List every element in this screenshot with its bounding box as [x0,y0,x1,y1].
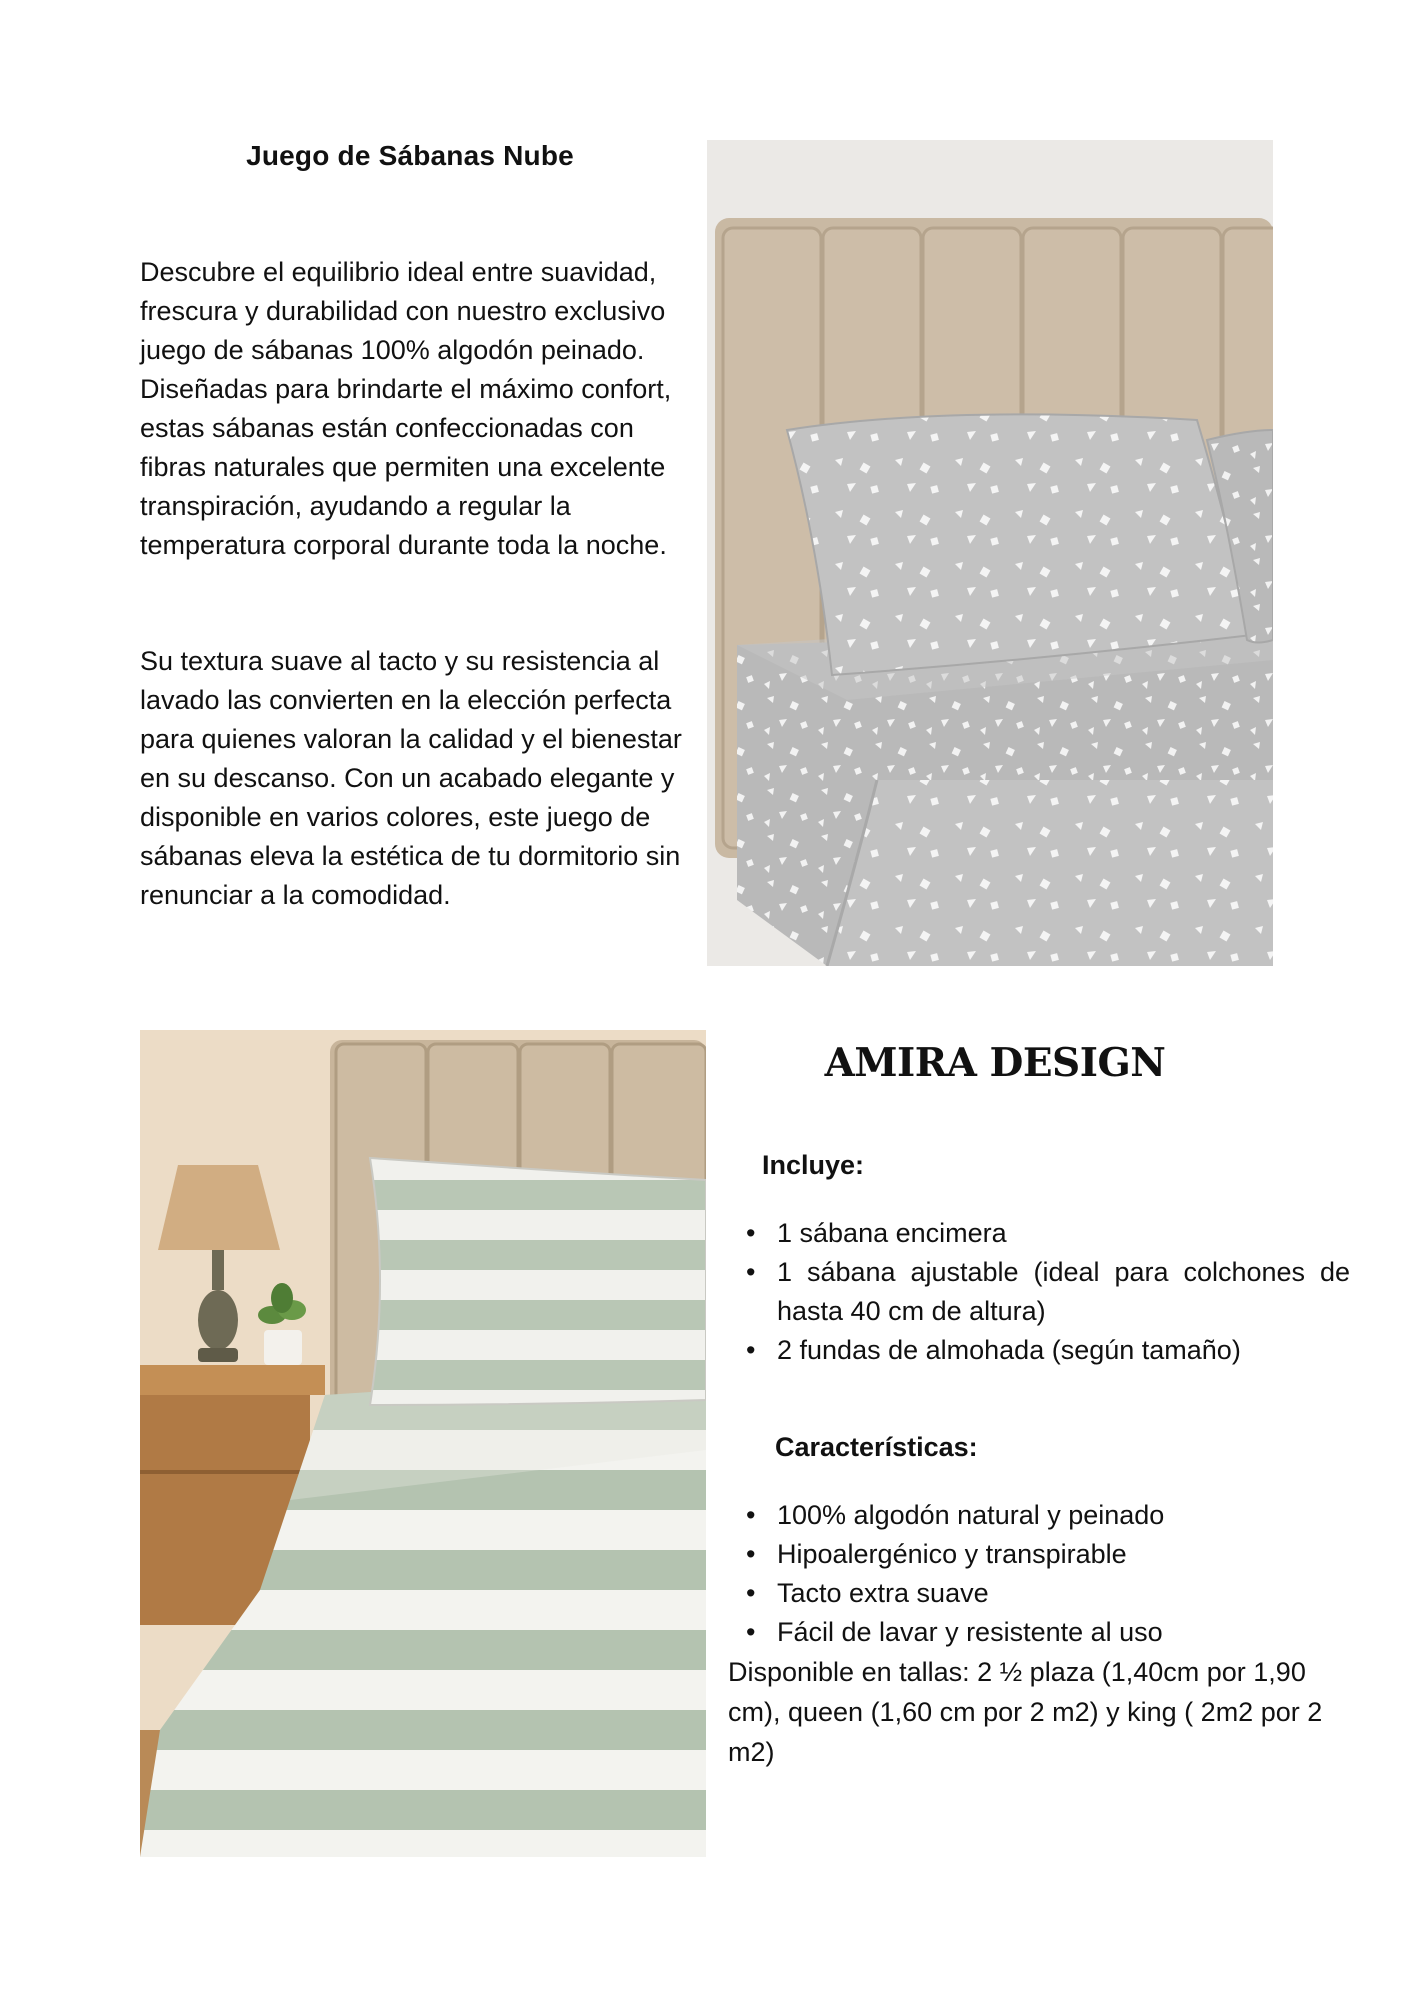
bed-photo-gray-sheets [707,140,1273,966]
description-paragraph-1: Descubre el equilibrio ideal entre suavidad, frescura y durabilidad con nuestro exclusivo juego de sábanas 100% algodón peinado. Diseñadas para brindarte el máximo confort, estas sábanas están confeccionadas con fibras naturales que permiten una excelente transpiración, ayudando a regular la temperatura corporal durante toda la noche. [140,257,672,560]
includes-list [730,1214,1350,1370]
includes-heading: Incluye: [762,1150,865,1180]
list-item: • Tacto extra suave [730,1574,1350,1613]
list-item: • Fácil de lavar y resistente al uso [730,1613,1350,1652]
description-paragraph-2: Su textura suave al tacto y su resistencia al lavado las convierten en la elección perfecta para quienes valoran la calidad y el bienestar en su descanso. Con un acabado elegante y disponible en varios colores, este juego de sábanas eleva la estética de tu dormitorio sin renunciar a la comodidad. [140,646,682,910]
list-item: • 100% algodón natural y peinado [730,1496,1350,1535]
bed-photo-striped-sheets [140,1030,706,1857]
list-item: • Hipoalergénico y transpirable [730,1535,1350,1574]
list-item: • 1 sábana ajustable (ideal para colchones de hasta 40 cm de altura) [730,1253,1350,1331]
available-sizes: Disponible en tallas: 2 ½ plaza (1,40cm por 1,90 cm), queen (1,60 cm por 2 m2) y king ( 2m2 por 2 m2) [728,1657,1323,1767]
list-item: • 2 fundas de almohada (según tamaño) [730,1331,1350,1370]
features-list [730,1496,1350,1652]
list-item: • 1 sábana encimera [730,1214,1350,1253]
product-title: Juego de Sábanas Nube [246,140,574,171]
features-heading: Características: [775,1432,978,1462]
brand-name: AMIRA DESIGN [824,1040,1166,1086]
